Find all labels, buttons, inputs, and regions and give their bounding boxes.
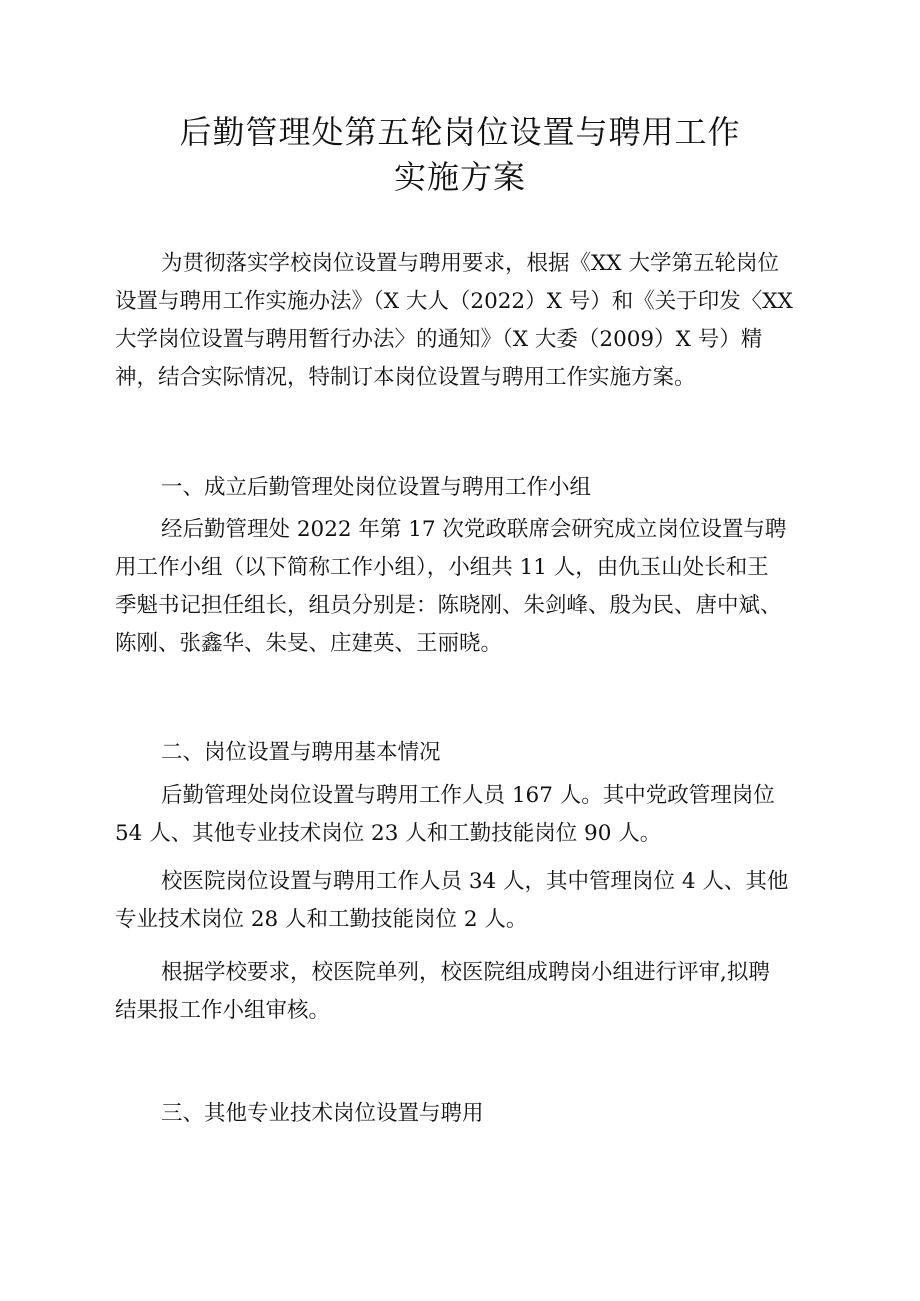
section-2-paragraph-2	[115, 863, 835, 939]
section-heading: 二、岗位设置与聘用基本情况	[161, 740, 441, 765]
paragraph-line: 54 人、其他专业技术岗位 23 人和工勤技能岗位 90 人。	[115, 821, 662, 846]
section-3-heading	[115, 1095, 835, 1133]
paragraph-line: 后勤管理处岗位设置与聘用工作人员 167 人。其中党政管理岗位	[161, 783, 775, 808]
paragraph-line: 神，结合实际情况，特制订本岗位设置与聘用工作实施方案。	[115, 365, 696, 390]
paragraph-line: 陈刚、张鑫华、朱旻、庄建英、王丽晓。	[115, 631, 503, 656]
section-heading: 一、成立后勤管理处岗位设置与聘用工作小组	[161, 475, 592, 500]
document-title-line-2: 实施方案	[393, 158, 526, 196]
section-2-paragraph-1	[115, 777, 835, 853]
paragraph-line: 季魁书记担任组长，组员分别是：陈晓刚、朱剑峰、殷为民、唐中斌、	[115, 593, 782, 618]
paragraph-line: 根据学校要求，校医院单列，校医院组成聘岗小组进行评审,拟聘	[161, 960, 770, 985]
section-heading: 三、其他专业技术岗位设置与聘用	[161, 1101, 484, 1126]
paragraph-line: 经后勤管理处 2022 年第 17 次党政联席会研究成立岗位设置与聘	[161, 517, 787, 542]
section-1-heading	[115, 469, 835, 507]
paragraph-line: 大学岗位设置与聘用暂行办法〉的通知》（X 大委（2009）X 号）精	[115, 327, 763, 352]
section-1-paragraph	[115, 511, 835, 663]
paragraph-line: 为贯彻落实学校岗位设置与聘用要求，根据《XX 大学第五轮岗位	[161, 251, 779, 276]
paragraph-line: 专业技术岗位 28 人和工勤技能岗位 2 人。	[115, 907, 528, 932]
paragraph-line: 结果报工作小组审核。	[115, 998, 331, 1023]
paragraph-line: 校医院岗位设置与聘用工作人员 34 人，其中管理岗位 4 人、其他	[161, 869, 789, 894]
intro-paragraph	[115, 245, 835, 397]
document-title-line-1: 后勤管理处第五轮岗位设置与聘用工作	[179, 113, 741, 151]
paragraph-line: 设置与聘用工作实施办法》（X 大人（2022）X 号）和《关于印发〈XX	[115, 289, 793, 314]
section-2-heading	[115, 734, 835, 772]
paragraph-line: 用工作小组（以下简称工作小组），小组共 11 人，由仇玉山处长和王	[115, 555, 769, 580]
section-2-paragraph-3	[115, 954, 835, 1030]
